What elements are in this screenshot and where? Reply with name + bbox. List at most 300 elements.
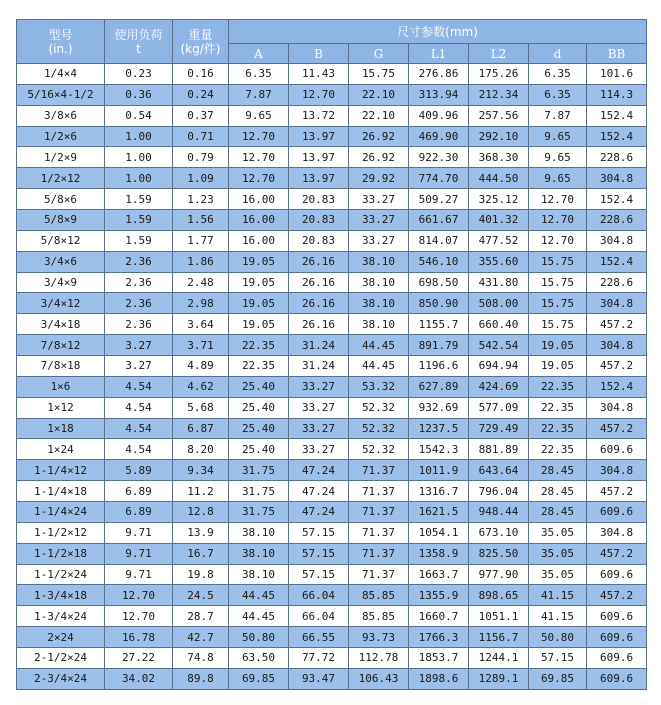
cell-l1: 627.89 bbox=[409, 376, 469, 397]
cell-d: 35.05 bbox=[529, 522, 587, 543]
cell-b: 66.04 bbox=[289, 606, 349, 627]
cell-load: 2.36 bbox=[105, 293, 173, 314]
cell-g: 26.92 bbox=[349, 147, 409, 168]
table-row bbox=[17, 230, 647, 251]
cell-d: 22.35 bbox=[529, 376, 587, 397]
cell-model: 1/2×12 bbox=[17, 168, 105, 189]
cell-b: 12.70 bbox=[289, 84, 349, 105]
cell-g: 85.85 bbox=[349, 606, 409, 627]
cell-load: 0.54 bbox=[105, 105, 173, 126]
table-row bbox=[17, 64, 647, 85]
cell-l1: 1542.3 bbox=[409, 439, 469, 460]
header-dim-l1: L1 bbox=[409, 44, 469, 64]
cell-bb: 304.8 bbox=[587, 397, 647, 418]
cell-a: 19.05 bbox=[229, 272, 289, 293]
cell-a: 38.10 bbox=[229, 564, 289, 585]
cell-load: 27.22 bbox=[105, 648, 173, 669]
cell-b: 33.27 bbox=[289, 439, 349, 460]
cell-b: 31.24 bbox=[289, 335, 349, 356]
cell-l2: 292.10 bbox=[469, 126, 529, 147]
cell-load: 1.00 bbox=[105, 168, 173, 189]
cell-model: 1-1/4×12 bbox=[17, 460, 105, 481]
cell-a: 63.50 bbox=[229, 648, 289, 669]
table-row bbox=[17, 189, 647, 210]
cell-b: 26.16 bbox=[289, 314, 349, 335]
cell-load: 34.02 bbox=[105, 668, 173, 689]
cell-g: 85.85 bbox=[349, 585, 409, 606]
table-row bbox=[17, 314, 647, 335]
cell-l2: 444.50 bbox=[469, 168, 529, 189]
cell-b: 77.72 bbox=[289, 648, 349, 669]
cell-g: 22.10 bbox=[349, 105, 409, 126]
cell-g: 71.37 bbox=[349, 543, 409, 564]
cell-a: 44.45 bbox=[229, 585, 289, 606]
cell-model: 1-1/2×12 bbox=[17, 522, 105, 543]
cell-d: 9.65 bbox=[529, 168, 587, 189]
cell-load: 4.54 bbox=[105, 376, 173, 397]
cell-d: 15.75 bbox=[529, 272, 587, 293]
cell-l2: 325.12 bbox=[469, 189, 529, 210]
cell-load: 6.89 bbox=[105, 502, 173, 523]
cell-weight: 12.8 bbox=[173, 502, 229, 523]
cell-weight: 1.86 bbox=[173, 251, 229, 272]
cell-a: 25.40 bbox=[229, 439, 289, 460]
cell-weight: 9.34 bbox=[173, 460, 229, 481]
cell-g: 38.10 bbox=[349, 293, 409, 314]
header-load-label: 使用负荷 bbox=[114, 27, 163, 42]
cell-bb: 304.8 bbox=[587, 460, 647, 481]
cell-bb: 609.6 bbox=[587, 502, 647, 523]
table-row bbox=[17, 251, 647, 272]
cell-weight: 3.71 bbox=[173, 335, 229, 356]
cell-b: 13.72 bbox=[289, 105, 349, 126]
cell-weight: 0.79 bbox=[173, 147, 229, 168]
cell-weight: 3.64 bbox=[173, 314, 229, 335]
table-row bbox=[17, 460, 647, 481]
cell-bb: 152.4 bbox=[587, 189, 647, 210]
cell-l1: 469.90 bbox=[409, 126, 469, 147]
cell-a: 31.75 bbox=[229, 502, 289, 523]
cell-l2: 881.89 bbox=[469, 439, 529, 460]
cell-model: 5/8×6 bbox=[17, 189, 105, 210]
table-row bbox=[17, 585, 647, 606]
cell-l1: 814.07 bbox=[409, 230, 469, 251]
cell-load: 2.36 bbox=[105, 251, 173, 272]
cell-b: 33.27 bbox=[289, 397, 349, 418]
cell-bb: 304.8 bbox=[587, 293, 647, 314]
cell-a: 31.75 bbox=[229, 481, 289, 502]
table-row bbox=[17, 481, 647, 502]
cell-l2: 212.34 bbox=[469, 84, 529, 105]
cell-b: 57.15 bbox=[289, 564, 349, 585]
header-dim-b: B bbox=[289, 44, 349, 64]
cell-d: 6.35 bbox=[529, 64, 587, 85]
cell-model: 3/4×6 bbox=[17, 251, 105, 272]
cell-l1: 1196.6 bbox=[409, 356, 469, 377]
cell-bb: 152.4 bbox=[587, 105, 647, 126]
cell-l2: 401.32 bbox=[469, 210, 529, 231]
cell-b: 47.24 bbox=[289, 481, 349, 502]
cell-model: 1-1/2×24 bbox=[17, 564, 105, 585]
cell-bb: 101.6 bbox=[587, 64, 647, 85]
cell-weight: 1.56 bbox=[173, 210, 229, 231]
cell-load: 4.54 bbox=[105, 439, 173, 460]
cell-b: 20.83 bbox=[289, 189, 349, 210]
cell-g: 71.37 bbox=[349, 564, 409, 585]
cell-model: 3/4×18 bbox=[17, 314, 105, 335]
cell-l1: 1621.5 bbox=[409, 502, 469, 523]
cell-g: 29.92 bbox=[349, 168, 409, 189]
cell-l2: 673.10 bbox=[469, 522, 529, 543]
cell-bb: 304.8 bbox=[587, 168, 647, 189]
cell-a: 16.00 bbox=[229, 210, 289, 231]
cell-a: 19.05 bbox=[229, 314, 289, 335]
cell-l2: 825.50 bbox=[469, 543, 529, 564]
cell-weight: 2.48 bbox=[173, 272, 229, 293]
cell-b: 20.83 bbox=[289, 230, 349, 251]
cell-model: 3/4×12 bbox=[17, 293, 105, 314]
cell-d: 19.05 bbox=[529, 335, 587, 356]
cell-d: 35.05 bbox=[529, 543, 587, 564]
cell-weight: 6.87 bbox=[173, 418, 229, 439]
cell-model: 1×12 bbox=[17, 397, 105, 418]
cell-l2: 1051.1 bbox=[469, 606, 529, 627]
cell-bb: 228.6 bbox=[587, 147, 647, 168]
cell-weight: 19.8 bbox=[173, 564, 229, 585]
header-model-label: 型号 bbox=[48, 27, 73, 42]
cell-weight: 0.16 bbox=[173, 64, 229, 85]
cell-l2: 508.00 bbox=[469, 293, 529, 314]
cell-load: 9.71 bbox=[105, 564, 173, 585]
cell-d: 9.65 bbox=[529, 126, 587, 147]
cell-g: 15.75 bbox=[349, 64, 409, 85]
table-row bbox=[17, 272, 647, 293]
cell-load: 6.89 bbox=[105, 481, 173, 502]
cell-load: 1.59 bbox=[105, 230, 173, 251]
cell-l2: 477.52 bbox=[469, 230, 529, 251]
cell-g: 93.73 bbox=[349, 627, 409, 648]
cell-d: 28.45 bbox=[529, 502, 587, 523]
cell-l1: 1663.7 bbox=[409, 564, 469, 585]
cell-g: 52.32 bbox=[349, 439, 409, 460]
cell-load: 4.54 bbox=[105, 418, 173, 439]
cell-l1: 932.69 bbox=[409, 397, 469, 418]
cell-g: 44.45 bbox=[349, 335, 409, 356]
cell-load: 12.70 bbox=[105, 585, 173, 606]
table-row bbox=[17, 210, 647, 231]
cell-l1: 1011.9 bbox=[409, 460, 469, 481]
cell-model: 5/8×12 bbox=[17, 230, 105, 251]
cell-weight: 5.68 bbox=[173, 397, 229, 418]
cell-a: 44.45 bbox=[229, 606, 289, 627]
cell-b: 47.24 bbox=[289, 502, 349, 523]
cell-weight: 74.8 bbox=[173, 648, 229, 669]
cell-l1: 698.50 bbox=[409, 272, 469, 293]
cell-l1: 850.90 bbox=[409, 293, 469, 314]
cell-l1: 891.79 bbox=[409, 335, 469, 356]
cell-weight: 89.8 bbox=[173, 668, 229, 689]
cell-bb: 457.2 bbox=[587, 543, 647, 564]
cell-l1: 661.67 bbox=[409, 210, 469, 231]
cell-model: 1/2×6 bbox=[17, 126, 105, 147]
cell-l2: 977.90 bbox=[469, 564, 529, 585]
cell-l2: 542.54 bbox=[469, 335, 529, 356]
cell-d: 22.35 bbox=[529, 439, 587, 460]
cell-b: 57.15 bbox=[289, 543, 349, 564]
cell-g: 71.37 bbox=[349, 522, 409, 543]
cell-l2: 577.09 bbox=[469, 397, 529, 418]
cell-load: 1.00 bbox=[105, 147, 173, 168]
cell-g: 112.78 bbox=[349, 648, 409, 669]
cell-load: 9.71 bbox=[105, 543, 173, 564]
table-row bbox=[17, 105, 647, 126]
cell-b: 66.04 bbox=[289, 585, 349, 606]
header-dims: 尺寸参数(mm) bbox=[229, 20, 647, 44]
cell-a: 50.80 bbox=[229, 627, 289, 648]
cell-model: 1/2×9 bbox=[17, 147, 105, 168]
cell-g: 38.10 bbox=[349, 314, 409, 335]
cell-d: 57.15 bbox=[529, 648, 587, 669]
cell-bb: 609.6 bbox=[587, 668, 647, 689]
cell-bb: 457.2 bbox=[587, 418, 647, 439]
cell-l2: 1289.1 bbox=[469, 668, 529, 689]
cell-load: 2.36 bbox=[105, 272, 173, 293]
cell-load: 0.36 bbox=[105, 84, 173, 105]
cell-weight: 42.7 bbox=[173, 627, 229, 648]
cell-g: 33.27 bbox=[349, 189, 409, 210]
cell-model: 1-1/2×18 bbox=[17, 543, 105, 564]
cell-bb: 457.2 bbox=[587, 356, 647, 377]
cell-l2: 175.26 bbox=[469, 64, 529, 85]
cell-a: 38.10 bbox=[229, 522, 289, 543]
cell-l2: 898.65 bbox=[469, 585, 529, 606]
cell-g: 71.37 bbox=[349, 502, 409, 523]
cell-l1: 1660.7 bbox=[409, 606, 469, 627]
cell-weight: 2.98 bbox=[173, 293, 229, 314]
cell-b: 33.27 bbox=[289, 376, 349, 397]
cell-b: 66.55 bbox=[289, 627, 349, 648]
header-weight-label: 重量 bbox=[188, 27, 213, 42]
cell-a: 12.70 bbox=[229, 147, 289, 168]
cell-load: 3.27 bbox=[105, 356, 173, 377]
cell-model: 1×24 bbox=[17, 439, 105, 460]
cell-l1: 1316.7 bbox=[409, 481, 469, 502]
cell-bb: 228.6 bbox=[587, 272, 647, 293]
cell-weight: 1.77 bbox=[173, 230, 229, 251]
cell-model: 3/4×9 bbox=[17, 272, 105, 293]
cell-a: 19.05 bbox=[229, 293, 289, 314]
cell-model: 1-1/4×18 bbox=[17, 481, 105, 502]
cell-weight: 4.89 bbox=[173, 356, 229, 377]
cell-a: 12.70 bbox=[229, 126, 289, 147]
cell-bb: 304.8 bbox=[587, 230, 647, 251]
header-load bbox=[105, 20, 173, 64]
cell-d: 7.87 bbox=[529, 105, 587, 126]
cell-b: 47.24 bbox=[289, 460, 349, 481]
cell-g: 38.10 bbox=[349, 272, 409, 293]
cell-load: 12.70 bbox=[105, 606, 173, 627]
table-row bbox=[17, 335, 647, 356]
table-body bbox=[17, 64, 647, 690]
cell-bb: 304.8 bbox=[587, 335, 647, 356]
header-model-unit: (in.) bbox=[48, 41, 73, 56]
cell-weight: 0.37 bbox=[173, 105, 229, 126]
cell-d: 15.75 bbox=[529, 293, 587, 314]
cell-load: 0.23 bbox=[105, 64, 173, 85]
cell-weight: 16.7 bbox=[173, 543, 229, 564]
header-dim-a: A bbox=[229, 44, 289, 64]
cell-l2: 660.40 bbox=[469, 314, 529, 335]
cell-l2: 431.80 bbox=[469, 272, 529, 293]
cell-weight: 8.20 bbox=[173, 439, 229, 460]
cell-l1: 1054.1 bbox=[409, 522, 469, 543]
cell-d: 15.75 bbox=[529, 251, 587, 272]
table-row bbox=[17, 543, 647, 564]
cell-l1: 1358.9 bbox=[409, 543, 469, 564]
table-row bbox=[17, 126, 647, 147]
cell-g: 33.27 bbox=[349, 230, 409, 251]
cell-b: 13.97 bbox=[289, 147, 349, 168]
cell-load: 1.00 bbox=[105, 126, 173, 147]
cell-g: 26.92 bbox=[349, 126, 409, 147]
cell-a: 7.87 bbox=[229, 84, 289, 105]
table-row bbox=[17, 376, 647, 397]
cell-bb: 114.3 bbox=[587, 84, 647, 105]
cell-model: 1×18 bbox=[17, 418, 105, 439]
cell-g: 22.10 bbox=[349, 84, 409, 105]
cell-weight: 4.62 bbox=[173, 376, 229, 397]
cell-b: 33.27 bbox=[289, 418, 349, 439]
cell-load: 1.59 bbox=[105, 210, 173, 231]
cell-d: 12.70 bbox=[529, 189, 587, 210]
cell-b: 26.16 bbox=[289, 293, 349, 314]
spec-table bbox=[16, 19, 647, 690]
cell-load: 9.71 bbox=[105, 522, 173, 543]
cell-bb: 457.2 bbox=[587, 481, 647, 502]
cell-load: 5.89 bbox=[105, 460, 173, 481]
cell-bb: 457.2 bbox=[587, 585, 647, 606]
cell-model: 2×24 bbox=[17, 627, 105, 648]
cell-l1: 1898.6 bbox=[409, 668, 469, 689]
cell-weight: 1.09 bbox=[173, 168, 229, 189]
cell-bb: 152.4 bbox=[587, 251, 647, 272]
header-load-unit: t bbox=[136, 41, 141, 56]
cell-g: 52.32 bbox=[349, 397, 409, 418]
cell-weight: 0.24 bbox=[173, 84, 229, 105]
cell-g: 53.32 bbox=[349, 376, 409, 397]
table-row bbox=[17, 564, 647, 585]
cell-model: 5/16×4-1/2 bbox=[17, 84, 105, 105]
cell-d: 15.75 bbox=[529, 314, 587, 335]
cell-d: 41.15 bbox=[529, 585, 587, 606]
table-row bbox=[17, 668, 647, 689]
table-row bbox=[17, 356, 647, 377]
cell-g: 33.27 bbox=[349, 210, 409, 231]
cell-l1: 1766.3 bbox=[409, 627, 469, 648]
cell-d: 19.05 bbox=[529, 356, 587, 377]
cell-model: 5/8×9 bbox=[17, 210, 105, 231]
cell-d: 22.35 bbox=[529, 418, 587, 439]
cell-a: 9.65 bbox=[229, 105, 289, 126]
cell-b: 93.47 bbox=[289, 668, 349, 689]
cell-weight: 28.7 bbox=[173, 606, 229, 627]
cell-l2: 643.64 bbox=[469, 460, 529, 481]
cell-a: 19.05 bbox=[229, 251, 289, 272]
cell-a: 16.00 bbox=[229, 230, 289, 251]
cell-d: 50.80 bbox=[529, 627, 587, 648]
cell-load: 3.27 bbox=[105, 335, 173, 356]
cell-a: 31.75 bbox=[229, 460, 289, 481]
table-row bbox=[17, 648, 647, 669]
cell-load: 4.54 bbox=[105, 397, 173, 418]
table-row bbox=[17, 293, 647, 314]
cell-bb: 609.6 bbox=[587, 648, 647, 669]
cell-l1: 774.70 bbox=[409, 168, 469, 189]
cell-a: 22.35 bbox=[229, 356, 289, 377]
cell-l2: 796.04 bbox=[469, 481, 529, 502]
cell-load: 16.78 bbox=[105, 627, 173, 648]
cell-g: 106.43 bbox=[349, 668, 409, 689]
cell-g: 71.37 bbox=[349, 460, 409, 481]
cell-model: 1/4×4 bbox=[17, 64, 105, 85]
cell-g: 71.37 bbox=[349, 481, 409, 502]
cell-l2: 1244.1 bbox=[469, 648, 529, 669]
table-row bbox=[17, 606, 647, 627]
cell-bb: 152.4 bbox=[587, 376, 647, 397]
cell-l2: 368.30 bbox=[469, 147, 529, 168]
cell-d: 22.35 bbox=[529, 397, 587, 418]
cell-d: 28.45 bbox=[529, 481, 587, 502]
table-row bbox=[17, 147, 647, 168]
cell-bb: 609.6 bbox=[587, 564, 647, 585]
cell-b: 13.97 bbox=[289, 168, 349, 189]
cell-model: 2-1/2×24 bbox=[17, 648, 105, 669]
cell-model: 7/8×12 bbox=[17, 335, 105, 356]
cell-model: 1-3/4×18 bbox=[17, 585, 105, 606]
cell-b: 20.83 bbox=[289, 210, 349, 231]
cell-a: 38.10 bbox=[229, 543, 289, 564]
cell-d: 12.70 bbox=[529, 230, 587, 251]
cell-bb: 609.6 bbox=[587, 606, 647, 627]
table-row bbox=[17, 627, 647, 648]
cell-bb: 152.4 bbox=[587, 126, 647, 147]
cell-l1: 276.86 bbox=[409, 64, 469, 85]
header-row-top bbox=[17, 20, 647, 44]
cell-bb: 609.6 bbox=[587, 627, 647, 648]
cell-g: 44.45 bbox=[349, 356, 409, 377]
cell-l2: 355.60 bbox=[469, 251, 529, 272]
cell-l2: 729.49 bbox=[469, 418, 529, 439]
cell-l1: 1853.7 bbox=[409, 648, 469, 669]
cell-l1: 313.94 bbox=[409, 84, 469, 105]
header-dim-l2: L2 bbox=[469, 44, 529, 64]
header-dim-d: d bbox=[529, 44, 587, 64]
cell-d: 41.15 bbox=[529, 606, 587, 627]
cell-a: 25.40 bbox=[229, 376, 289, 397]
cell-a: 69.85 bbox=[229, 668, 289, 689]
header-weight bbox=[173, 20, 229, 64]
table-row bbox=[17, 418, 647, 439]
cell-a: 16.00 bbox=[229, 189, 289, 210]
cell-l1: 546.10 bbox=[409, 251, 469, 272]
cell-weight: 24.5 bbox=[173, 585, 229, 606]
cell-a: 12.70 bbox=[229, 168, 289, 189]
cell-d: 9.65 bbox=[529, 147, 587, 168]
table-row bbox=[17, 168, 647, 189]
cell-a: 25.40 bbox=[229, 397, 289, 418]
cell-l1: 922.30 bbox=[409, 147, 469, 168]
header-dim-bb: BB bbox=[587, 44, 647, 64]
